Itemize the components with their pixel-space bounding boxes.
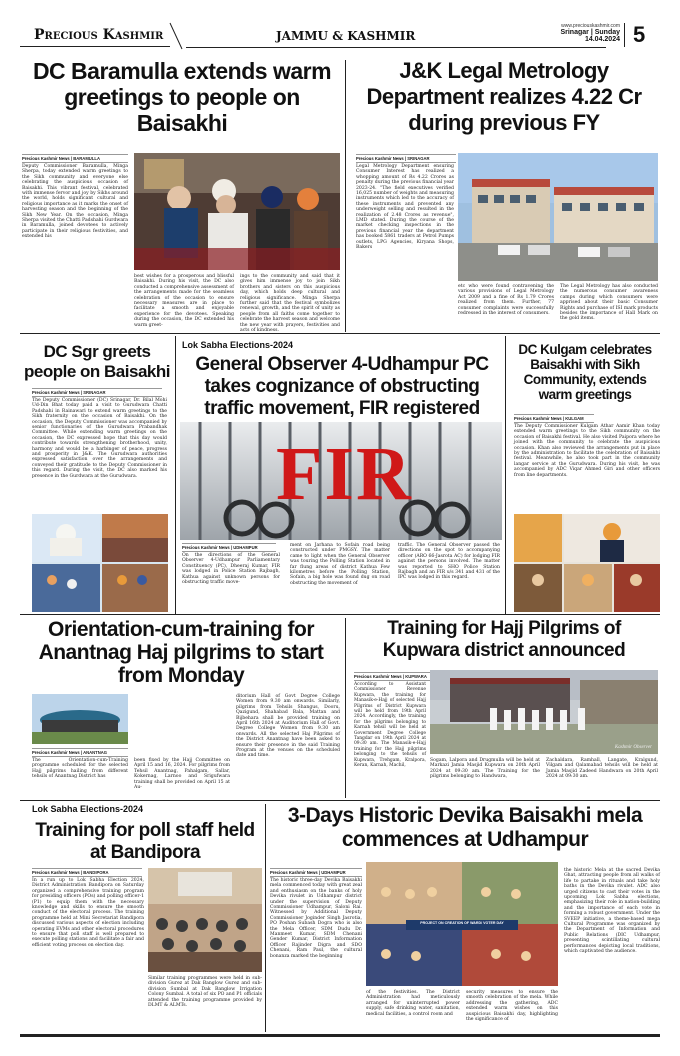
brand-name: Precious Kashmir xyxy=(34,27,164,43)
photo-graphic xyxy=(32,694,128,744)
body-col-2: Sogam, Lalpora and Drugmulla will be held at Markazi Jamia Masjid Kupwara on 20th April 2024 at 09:30 am. The Training for the pilgrims belonging to Handwara, xyxy=(430,758,540,780)
photo-graphic xyxy=(148,868,262,972)
article-devika-mela xyxy=(270,804,660,1032)
body-col-2: best wishes for a prosperous and blissful Baisakhi. During his visit, the DC also conducted a comprehensive assessment of the arrangements made for the seamless celebration of the occasion to ensure necessary measures are in place to facilitate a smooth and enjoyable experience for the devotees. Speaking during the occasion, the DC extended his warm greet- xyxy=(134,274,234,328)
headline[interactable]: Training for Hajj Pilgrims of Kupwara district announced xyxy=(382,618,626,661)
byline: Precious Kashmir News | ANANTNAG xyxy=(32,748,128,757)
article-kupwara-hajj xyxy=(350,618,658,798)
headline[interactable]: DC Sgr greets people on Baisakhi xyxy=(24,342,170,381)
byline: Precious Kashmir News | SRINAGAR xyxy=(356,154,456,163)
byline-source: Precious Kashmir News xyxy=(32,390,80,395)
headline[interactable]: 3-Days Historic Devika Baisakhi mela commences at Udhampur xyxy=(287,804,643,851)
body-col-3: Zachaldara, Ramhall, Langate, Kralgund, Vilgam and Qalamabad tehsils will be held at Jamia Masjid Zadeed Handwara on 20th April 2024 at 09:30 am. xyxy=(546,758,658,780)
byline-source: Precious Kashmir News xyxy=(182,545,230,550)
body-col-2: etc who were found contravening the various provisions of Legal Metrology Act 2009 and a fine of Rs 1.79 Crores realized from them. Further, 77 consumer complaints were successfully redressed in the interest of consumers. xyxy=(458,284,554,317)
section-name: JAMMU & KASHMIR xyxy=(276,29,416,43)
section-rule xyxy=(20,800,660,801)
body: The Deputy Commissioner Kulgam Athar Aamir Khan today extended warm greetings to the Sikh community on the occasion of Baisakhi festival. He also visited Paipora where he joined with the community to celebrate the auspicious occasion. Khan also reviewed the arrangements put in place by the administration to facilitate the celebration of Baisakhi festival. Meanwhile, he also took part in the community langar service at the Gurudwara. During his visit, he was accompanied by ADC Viqar Ahmed Giri and other officers from line departments. xyxy=(514,424,660,478)
headline[interactable]: J&K Legal Metrology Department realizes 4.22 Cr during previous FY xyxy=(366,58,642,135)
column-rule xyxy=(175,336,176,614)
photo-dc-baramulla[interactable] xyxy=(134,153,340,270)
body-col-4: the historic Mela at the sacred Devika Ghat, attracting people from all walks of life to partake in rituals and take holy baths in the Devika rivulet. ADC also urged citizens to cast their votes in the upcoming Lok Sabha elections, emphasizing their role in nation-building and the importance of each vote in forming a robust government. Under the SVEEP initiative, a theme-based mega Cultural Programme was organized by the Department of Information and Public Relations (DIC Udhampur, presenting scintillating cultural performances depicting local traditions, which captivated the audience. xyxy=(564,868,660,955)
byline-location: UDHAMPUR xyxy=(321,870,346,875)
column-rule xyxy=(345,618,346,798)
column-rule xyxy=(265,804,266,1032)
website: www.preciouskashmir.com xyxy=(561,23,620,29)
photo-metrology-office[interactable] xyxy=(458,153,658,281)
byline-location: BANDIPORA xyxy=(83,870,109,875)
body-col-3: security measures to ensure the smooth celebration of the mela. While addressing the gathering, ADC extended warm wishes on this auspicious Baisakhi day, highlighting the significance of xyxy=(466,990,558,1023)
headline[interactable]: DC Kulgam celebrates Baisakhi with Sikh Community, extends warm greetings xyxy=(518,342,652,402)
article-general-observer xyxy=(180,338,502,612)
article-anantnag-haj xyxy=(22,618,340,798)
body-col-1: In a run up to Lok Sabha Election 2024, District Administration Bandipora on Saturday organized a comprehensive training program for presiding officers (POs) and polling officer-1 (P1) to equip them with the necessary knowledge and skills to ensure the smooth conduct of the electoral process. The training programme held at Mini Secretariat Bandipora discussed various aspects of election including operating EVMs and other electoral procedures to ensure that poll staff is well prepared to execute polling stations and facilitate a fair and efficient voting process on election day. xyxy=(32,878,144,948)
section-rule xyxy=(20,333,660,334)
headline[interactable]: General Observer 4-Udhampur PC takes cognizance of obstructing traffic movement, FIR registered xyxy=(195,354,489,419)
photo-graphic xyxy=(32,514,168,612)
place-day: Srinagar | Sunday xyxy=(560,29,620,36)
byline: Precious Kashmir News | BANDIPORA xyxy=(32,868,142,877)
body-col-3: traffic. The General Observer passed the directions on the spot to accompanying officer (ARO 66-Jasrota AC) for lodging FIR against the persons involved. The matter was reported to SHO Police Station Rajbagh and an FIR u/s 341 and 431 of the IPC was lodged in this regard. xyxy=(398,543,500,581)
byline-source: Precious Kashmir News xyxy=(270,870,318,875)
article-legal-metrology xyxy=(350,58,658,330)
byline-location: UDHAMPUR xyxy=(233,545,258,550)
body-col-2: Similar training programmes were held in sub-division Gurez at Dak Banglow Gurez and sub-division Sumbal at Dak Banglow Irrigation Colony Sumbal. A total of six PO and P1 officials attended the training programme provided by DLMT & ALMTs. xyxy=(148,976,262,1009)
byline-source: Precious Kashmir News xyxy=(22,156,70,161)
byline-source: Precious Kashmir News xyxy=(356,156,404,161)
photo-watermark: Kashmir Observer xyxy=(614,745,652,750)
byline: Precious Kashmir News | UDHAMPUR xyxy=(182,543,276,552)
photo-haj-house[interactable] xyxy=(32,694,128,744)
photo-banner-text: PROJECT ON CREATION OF WARD/ VOTER DAY xyxy=(420,921,504,925)
byline-source: Precious Kashmir News xyxy=(32,870,80,875)
body-col-1: The historic three-day Devika Baisakhi mela commenced today with great zeal and enthusiasm on the banks of holy Devika rivulet in Udhampur district under the supervision of Deputy Commissioner Udhampur, Saloni Rai. Witnessed by Additional Deputy Commissioner Joginder Singh Jasrotia, PO Poshan Subash Dogra who is also the Mela Officer, SDM Dudu Dr. Manmeet Kumar, SDM Chenani Gender Kumar, District Information Officer Rajinder Digra and SDO Chenani, Ram Paul, the cultural bonanza marked the beginning xyxy=(270,878,362,959)
byline-location: SRINAGAR xyxy=(407,156,430,161)
page-number: 5 xyxy=(633,22,646,47)
byline: Precious Kashmir News | KULGAM xyxy=(514,414,594,423)
masthead xyxy=(20,23,660,50)
byline-source: Precious Kashmir News xyxy=(514,416,562,421)
byline-location: KUPWARA xyxy=(405,674,427,679)
byline: Precious Kashmir News | UDHAMPUR xyxy=(270,868,362,877)
byline-location: ANANTNAG xyxy=(83,750,108,755)
section-rule xyxy=(20,614,660,615)
page-footer-rule xyxy=(20,1034,660,1037)
kicker: Lok Sabha Elections-2024 xyxy=(182,340,294,350)
article-dc-baramulla xyxy=(22,58,340,334)
headline[interactable]: Orientation-cum-training for Anantnag Haj pilgrims to start from Monday xyxy=(38,618,324,687)
body: The Deputy Commissioner (DC) Srinagar, Dr. Bilal Mohi Ud-Din Bhat today paid a visit to Gurudwara Chatti Padshahi in Rainawari to extend warm greetings to the Sikh fraternity on the occasion of Baisakhi. On the occasion, the Deputy Commissioner was accompanied by senior functionaries of the Gurudwara Prabandhak Committee. While extending warm greetings on the occasion, the DC expressed hope that this day would contribute towards strengthening brotherhood, unity, harmony and would be a harbinger of peace, progress and prosperity in J&K. The Gurudwara authorities expressed satisfaction over the arrangements and conveyed their gratitude to the Deputy Commissioner in this regard. During the visit, the DC also marked his presence in the Gurdwara at the Gurudwara. xyxy=(32,398,167,479)
headline[interactable]: Training for poll staff held at Bandipora xyxy=(35,820,255,863)
masthead-meta xyxy=(505,23,620,43)
body-col-1: The Orientation-cum-Training programme scheduled for the selected Hajj pilgrims hailing from different tehsils of Anantnag District has xyxy=(32,758,128,780)
body-col-1: Legal Metrology Department ensuring Consumer Interest has realized a whopping amount of Rs 4.22 Crores as penalty during the previous financial year 2023-24. "The field executives verified 16,025 number of weights and measuring instruments which led to the accuracy of these instruments and prevented any underweight selling and resulted in the realization of 2.48 Crores as revenue", LMD stated. During the course of the market checking inspections in the previous financial year the department has booked 5861 traders at Petrol Pumps outlets, LPG Agencies, Kiryana Shops, Bakers xyxy=(356,164,454,251)
headline[interactable]: DC Baramulla extends warm greetings to people on Baisakhi xyxy=(32,58,332,136)
photo-kulgam-collage[interactable] xyxy=(514,514,660,612)
body-col-2: been fixed by the Hajj Committee on April 15 and 16, 2024. For pilgrims from Tehsil Anantnag, Pahalgam, Sallar, Kokernag, Larnoo and Srigufwara training shall be provided on April 15 at Au- xyxy=(134,758,230,791)
body-col-1: According to Assistant Commissioner Revenue Kupwara, the training for Manasik-e-Hajj of selected Hajj Pilgrims of District Kupwara will be held from 19th April 2024. Accordingly, the training for the pilgrims belonging to Karnah tehsil will be held at Government Degree College Tangdar on 19th April 2024 at 09:30 am. The Manasik-e-Hajj training for the Hajj pilgrims belonging to the tehsils of Kupwara, Trehgam, Kralpora, Keran, Karnah, Machil, xyxy=(354,682,426,769)
byline-location: KULGAM xyxy=(565,416,584,421)
photo-graphic xyxy=(458,153,658,281)
article-dc-kulgam xyxy=(510,338,660,612)
kicker: Lok Sabha Elections-2024 xyxy=(32,804,144,814)
byline-location: SRINAGAR xyxy=(83,390,106,395)
photo-graphic xyxy=(134,153,340,270)
fir-text: FIR xyxy=(276,432,413,516)
brand-tab xyxy=(20,23,170,47)
masthead-divider xyxy=(168,23,186,49)
page-number-box xyxy=(624,23,660,47)
byline: Precious Kashmir News | BARAMULLA xyxy=(22,154,128,163)
body-col-2: of the festivities. The District Administration had meticulously arranged for uninterrupted power supply, safe drinking water, sanitation, medical facilities, a control room and xyxy=(366,990,460,1017)
body-col-1: On the directions of the General Observer 4-Udhampur Parliamentary Constituency (PC), Dheeraj Kumar, FIR was lodged in Police Station Rajbagh, Kathua against unknown persons for obstructing traffic move- xyxy=(182,553,280,586)
photo-fir-graphic[interactable] xyxy=(180,422,502,540)
photo-hajj-pilgrims[interactable] xyxy=(430,670,658,754)
byline-location: BARAMULLA xyxy=(73,156,100,161)
body-col-1: Deputy Commissioner Baramulla, Minga Sherpa, today extended warm greetings to the Sikh community and everyone else celebrating the auspicious occasion of Baisakhi. This vibrant festival, celebrated with immense fervor and joy by Sikhs around the world, holds significant cultural and religious importance as it marks the onset of harvesting season and the beginning of the Sikh New Year. On the occasion, Minga Sherpa visited the Chatti Padshahi Gurdwara in Baramulla, joined devotees to actively participate in their religious festivities, and extended his xyxy=(22,164,128,240)
photo-bandipora-training[interactable] xyxy=(148,868,262,972)
body-col-3: ditorium Hall of Govt Degree College Women from 9.30 am onwards. Similarly, pilgrims from Tehsils Shangus, Dooru, Qazigund, Shahabad Bala, Mattan and Bijbehara shall be provided training on April 16th 2024 at Auditorium Hall of Govt. Degree College Women from 9.30 am onwards. All the selected Haj Pilgrims of the District Anantnag have been asked to ensure their presence in the said Training Program at the venues on the scheduled date and time. xyxy=(236,694,340,759)
byline-source: Precious Kashmir News xyxy=(354,674,402,679)
article-dc-srinagar xyxy=(22,338,172,612)
issue-date: 14.04.2024 xyxy=(584,36,620,43)
byline: Precious Kashmir News | SRINAGAR xyxy=(32,388,162,397)
photo-devika-mela[interactable] xyxy=(366,862,558,986)
article-bandipora-training xyxy=(22,804,262,1032)
byline: Precious Kashmir News | KUPWARA xyxy=(354,672,434,681)
section-bar xyxy=(186,47,606,48)
body-col-3: ings to the community and said that it gives him immense joy to join Sikh brothers and sisters on this auspicious day, which holds deep cultural and religious significance. Minga Sherpa further said that the festival symbolizes renewal, growth, and the spirit of unity as people from all faiths come together to celebrate the harvest season and welcome the new year with prayers, festivities and acts of kindness. xyxy=(240,274,340,334)
photo-gurudwara-collage[interactable] xyxy=(32,514,168,612)
photo-graphic xyxy=(514,514,660,612)
column-rule xyxy=(505,336,506,614)
column-rule xyxy=(345,60,346,332)
body-col-3: The Legal Metrology has also conducted the numerous consumer awareness camps during which consumers were apprised about their basic Consumer Rights and purchase of ISI mark products besides the importance of Hall Mark on the gold items. xyxy=(560,284,658,322)
photo-graphic xyxy=(430,670,658,754)
body-col-2: ment on Jarhana to Sofain road being constructed under PMGSY. The matter came to light when the General Observer was touring the Polling Station located in far flung areas of district Kathua Few kilometres before the Polling Station, Sofain, a big hole was found dug on road obstructing the movement of xyxy=(290,543,390,586)
byline-source: Precious Kashmir News xyxy=(32,750,80,755)
